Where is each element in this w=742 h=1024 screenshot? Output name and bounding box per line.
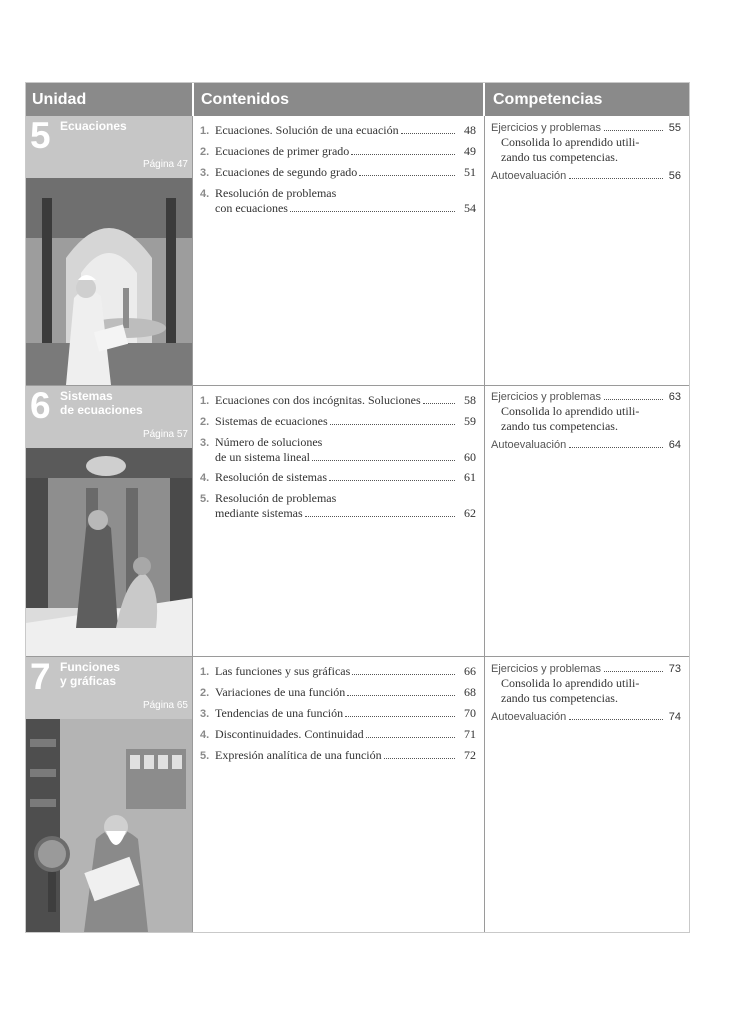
unit-6-header — [26, 386, 192, 448]
table-header — [26, 83, 689, 116]
unit-number: 6 — [30, 385, 51, 426]
content-item: 2. Sistemas de ecuaciones 59 — [200, 414, 476, 428]
content-item: 3. Ecuaciones de segundo grado 51 — [200, 165, 476, 179]
unit-title: Funciones y gráficas — [60, 660, 121, 688]
content-item: 5. Expresión analítica de una función 72 — [200, 748, 476, 762]
unit-page: Página 65 — [142, 700, 188, 711]
content-item: 1. Ecuaciones. Solución de una ecuación 48 — [200, 123, 476, 137]
autoevaluacion-entry: Autoevaluación 64 — [491, 439, 681, 451]
unit-number: 5 — [30, 115, 51, 156]
content-item: 1. Ecuaciones con dos incógnitas. Soluciones 58 — [200, 393, 476, 407]
content-item: 2. Variaciones de una función 68 — [200, 685, 476, 699]
autoevaluacion-entry: Autoevaluación 74 — [491, 711, 681, 723]
unit-6-contents — [200, 393, 476, 526]
consolida-text: Consolida lo aprendido utili- zando tus competencias. — [501, 135, 640, 164]
chinese-scholars-illustration — [26, 448, 192, 656]
ejercicios-entry: Ejercicios y problemas 63 — [491, 391, 681, 403]
unit-7-header — [26, 657, 192, 719]
arabic-palace-scholar-illustration — [26, 178, 192, 385]
index-table — [26, 83, 689, 932]
column-divider — [192, 116, 193, 932]
unit-title: Sistemas de ecuaciones — [60, 389, 143, 417]
unit-5-header — [26, 116, 192, 178]
unit-number: 7 — [30, 656, 51, 697]
unit-5-competencias — [491, 121, 681, 183]
ejercicios-entry: Ejercicios y problemas 55 — [491, 122, 681, 134]
content-item: 5. Resolución de problemas mediante sistemas 62 — [200, 491, 476, 520]
content-item: 4. Resolución de problemas con ecuaciones 54 — [200, 186, 476, 215]
unit-7-contents — [200, 664, 476, 769]
consolida-text: Consolida lo aprendido utili- zando tus competencias. — [501, 676, 640, 705]
scholar-with-globe-illustration — [26, 719, 192, 932]
unit-5-contents — [200, 123, 476, 221]
unit-title: Ecuaciones — [60, 119, 127, 133]
content-item: 4. Resolución de sistemas 61 — [200, 470, 476, 484]
header-contenidos: Contenidos — [201, 91, 289, 108]
unit-6-competencias — [491, 390, 681, 452]
header-divider — [192, 83, 194, 116]
header-unidad: Unidad — [32, 91, 87, 108]
unit-7-competencias — [491, 662, 681, 724]
content-item: 3. Número de soluciones de un sistema lineal 60 — [200, 435, 476, 464]
content-item: 2. Ecuaciones de primer grado 49 — [200, 144, 476, 158]
unit-page: Página 47 — [142, 159, 188, 170]
column-divider — [484, 116, 485, 932]
header-competencias: Competencias — [493, 91, 603, 108]
content-item: 4. Discontinuidades. Continuidad 71 — [200, 727, 476, 741]
content-item: 3. Tendencias de una función 70 — [200, 706, 476, 720]
autoevaluacion-entry: Autoevaluación 56 — [491, 170, 681, 182]
ejercicios-entry: Ejercicios y problemas 73 — [491, 663, 681, 675]
unit-page: Página 57 — [142, 429, 188, 440]
content-item: 1. Las funciones y sus gráficas 66 — [200, 664, 476, 678]
consolida-text: Consolida lo aprendido utili- zando tus competencias. — [501, 404, 640, 433]
header-divider — [483, 83, 485, 116]
